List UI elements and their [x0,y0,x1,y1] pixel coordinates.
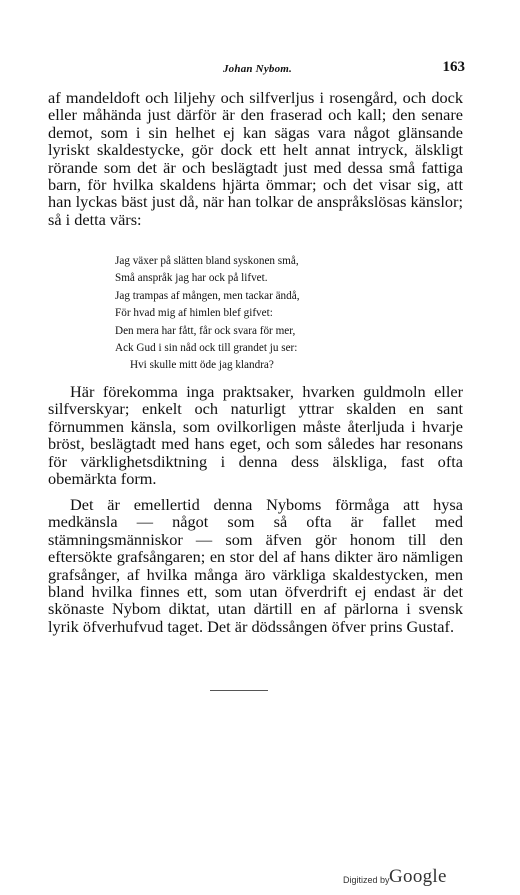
poem-line: Den mera har fått, får ock svara för mer, [115,324,296,337]
page-number: 163 [442,59,465,75]
poem-line: För hvad mig af himlen blef gifvet: [115,307,273,320]
poem-line: Små anspråk jag har ock på lifvet. [115,272,268,285]
poem-line: Jag växer på slätten bland syskonen små, [115,255,299,267]
section-divider [210,690,268,691]
digitized-label: Digitized by [343,875,390,885]
poem-line: Ack Gud i sin nåd ock till grandet ju ser: [115,342,298,355]
poem-line: Hvi skulle mitt öde jag klandra? [130,359,274,372]
running-title: Johan Nybom. [222,63,293,75]
poem-line: Jag trampas af mången, men tackar ändå, [115,289,300,302]
digitization-watermark [343,866,483,890]
paragraph-3: Det är emellertid denna Nyboms förmåga att hysa medkänsla — något som så ofta är fallet med stämningsmänniskor — som äfven gör honom till den eftersökte grafsångaren; en stor del af hans dikter äro nämligen grafsånger, af hvilka många äro värkliga skaldestycken, men bland hvilka finnes ett, som utan öfverdrift ej endast är det skönaste Nybom diktat, utan därtill en af pärlorna i svensk lyrik öfverhufvud taget. Det är dödssången öfver prins Gustaf. [48,495,463,636]
paragraph-2: Här förekomma inga praktsaker, hvarken guldmoln eller silfverskyar; enkelt och naturligt yttrar skalden en sant förnummen känsla, som ovilkorligen måste återljuda i hvarje bröst, beslägtadt med hans eget, och som således har resonans för värklighetsdiktning i denna dess älskliga, fast ofta obemärkta form. [48,382,463,489]
paragraph-1: af mandeldoft och liljehy och silfverljus i rosengård, och dock eller måhända just därför är den fraserad och kall; den senare demot, som i sin helhet ej kan sägas vara något glänsande lyriskt skaldestycke, gör dock ett helt annat intryck, älskligt rörande som det är och beslägtadt just med dessa små fattiga barn, för hvilka skaldens hjärta ömmar; och det visar sig, att han lyckas bäst just då, när han tolkar de anspråkslösas känslor; så i detta värs: [48,88,463,229]
google-logo: Google [389,866,447,887]
running-header [50,58,465,78]
poem-stanza [115,253,435,375]
